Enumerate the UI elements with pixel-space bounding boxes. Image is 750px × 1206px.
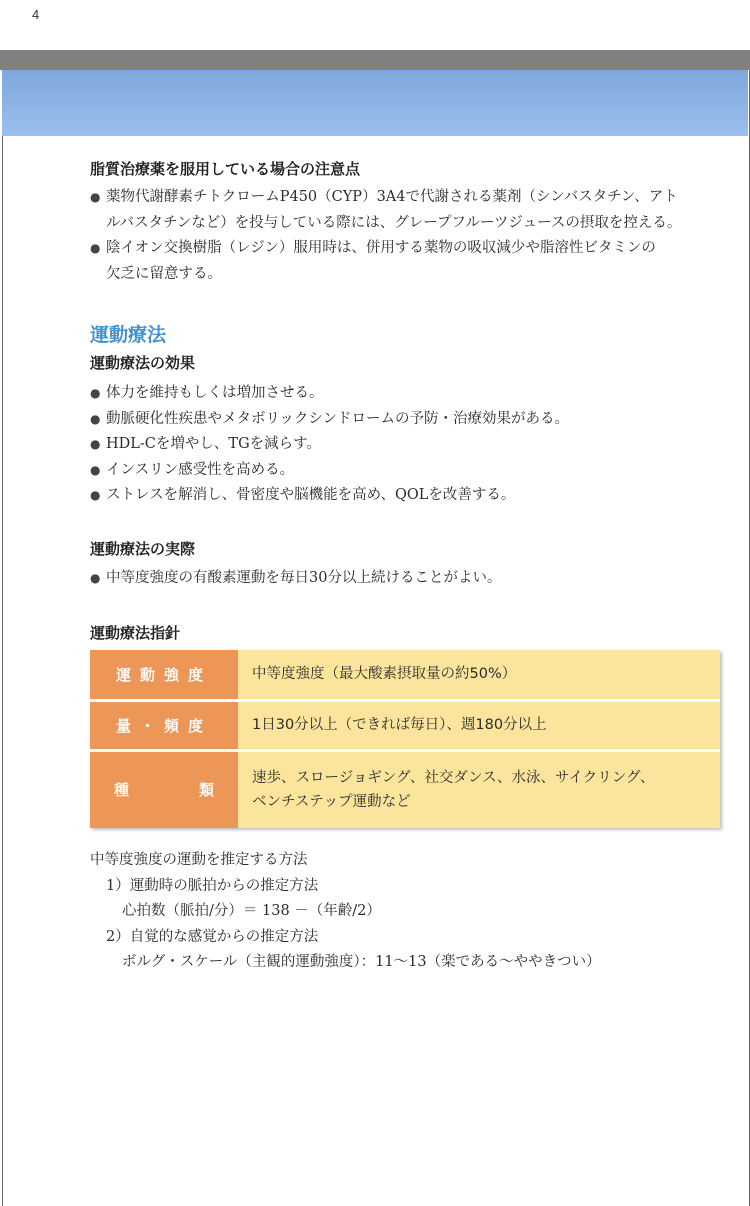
lipid-drug-list (90, 185, 720, 287)
guide-value-type: 速歩、スロージョギング、社交ダンス、水泳、サイクリング、 ベンチステップ運動など (238, 750, 720, 828)
bullet-icon: ● (90, 462, 101, 477)
practice-heading: 運動療法の実際 (90, 540, 196, 558)
table-row (90, 650, 720, 700)
intensity-estimation (90, 848, 730, 976)
exercise-title: 運動療法 (90, 324, 167, 346)
lipid-drug-heading: 脂質治療薬を服用している場合の注意点 (90, 160, 361, 178)
list-item: ● 動脈硬化性疾患やメタボリックシンドロームの予防・治療効果がある。 (90, 407, 720, 433)
bullet-icon: ● (90, 386, 101, 400)
guide-label-type: 種類 (90, 750, 238, 828)
page-number: 4 (32, 7, 40, 22)
guide-value-intensity: 中等度強度（最大酸素摂取量の約50%） (238, 650, 720, 700)
list-item: ● 中等度強度の有酸素運動を毎日30分以上続けることがよい。 (90, 566, 720, 592)
guide-heading: 運動療法指針 (90, 624, 181, 642)
table-row (90, 700, 720, 750)
list-item: ● 体力を維持もしくは増加させる。 (90, 381, 720, 407)
list-item: ● インスリン感受性を高める。 (90, 458, 720, 484)
effects-list (90, 381, 720, 509)
list-item: ● 陰イオン交換樹脂（レジン）服用時は、併用する薬物の吸収減少や脂溶性ビタミンの 欠乏に留意する。 (90, 236, 720, 287)
bullet-icon: ● (90, 437, 101, 451)
list-item: ● 薬物代謝酵素チトクロームP450（CYP）3A4で代謝される薬剤（シンバスタチン、アト ルバスタチンなど）を投与している際には、グレープフルーツジュースの摂取を控える。 (90, 185, 720, 236)
list-item: ● ストレスを解消し、骨密度や脳機能を高め、QOLを改善する。 (90, 483, 720, 509)
guide-label-intensity: 運動強度 (90, 650, 238, 700)
bullet-icon: ● (90, 190, 101, 204)
effects-heading: 運動療法の効果 (90, 354, 196, 372)
bullet-icon: ● (90, 241, 101, 255)
table-row (90, 750, 720, 828)
exercise-guide-table (90, 650, 720, 828)
bullet-icon: ● (90, 571, 101, 585)
method-2: 2）自覚的な感覚からの推定方法 (106, 928, 319, 945)
bullet-icon: ● (90, 488, 101, 502)
method-1-formula: 心拍数（脈拍/分）＝ 138 －（年齢/2） (122, 903, 381, 919)
list-item: ● HDL-Cを増やし、TGを減らす。 (90, 432, 720, 458)
bullet-icon: ● (90, 411, 101, 426)
method-2-formula: ボルグ・スケール（主観的運動強度）：11〜13（楽である〜ややきつい） (122, 954, 601, 970)
method-title: 中等度強度の運動を推定する方法 (90, 852, 308, 868)
practice-list (90, 566, 720, 592)
method-1: 1）運動時の脈拍からの推定方法 (106, 877, 319, 894)
guide-label-frequency: 量・頻度 (90, 700, 238, 750)
guide-value-frequency: 1日30分以上（できれば毎日）、週180分以上 (238, 700, 720, 750)
